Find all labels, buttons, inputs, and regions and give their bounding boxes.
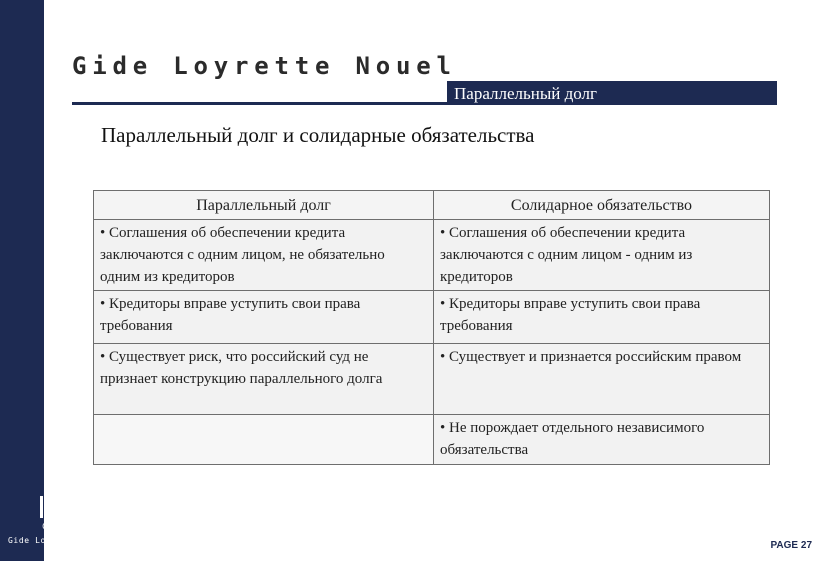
table-row [94,291,770,344]
table-cell: • Не порождает отдельного независимого обязательства [434,415,770,465]
table-cell: • Соглашения об обеспечении кредита заключаются с одним лицом - одним из кредиторов [434,220,770,291]
table-cell: • Существует и признается российским правом [434,344,770,415]
logo-firm-name: Gide Loyrette Nouel [8,536,111,545]
column-header-parallel-debt: Параллельный долг [94,191,434,220]
footer-logo [0,484,111,554]
table-cell: • Соглашения об обеспечении кредита заключаются с одним лицом, не обязательно одним из кредиторов [94,220,434,291]
page-number: PAGE 27 [770,540,812,551]
header-rule [72,102,448,105]
table-row [94,344,770,415]
comparison-table [93,190,770,465]
logo-abbreviation: GLN [42,522,63,531]
slide-title: Параллельный долг и солидарные обязательства [101,123,535,147]
table-cell-empty [94,415,434,465]
sidebar-band [0,0,44,561]
table-cell: • Существует риск, что российский суд не признает конструкцию параллельного долга [94,344,434,415]
section-label: Параллельный долг [447,81,777,105]
column-header-joint-obligation: Солидарное обязательство [434,191,770,220]
table-row [94,415,770,465]
table-cell: • Кредиторы вправе уступить свои права требования [434,291,770,344]
gln-logo-icon [37,486,67,520]
table-header-row [94,191,770,220]
brand-wordmark: Gide Loyrette Nouel [72,52,457,80]
table-cell: • Кредиторы вправе уступить свои права требования [94,291,434,344]
table-row [94,220,770,291]
